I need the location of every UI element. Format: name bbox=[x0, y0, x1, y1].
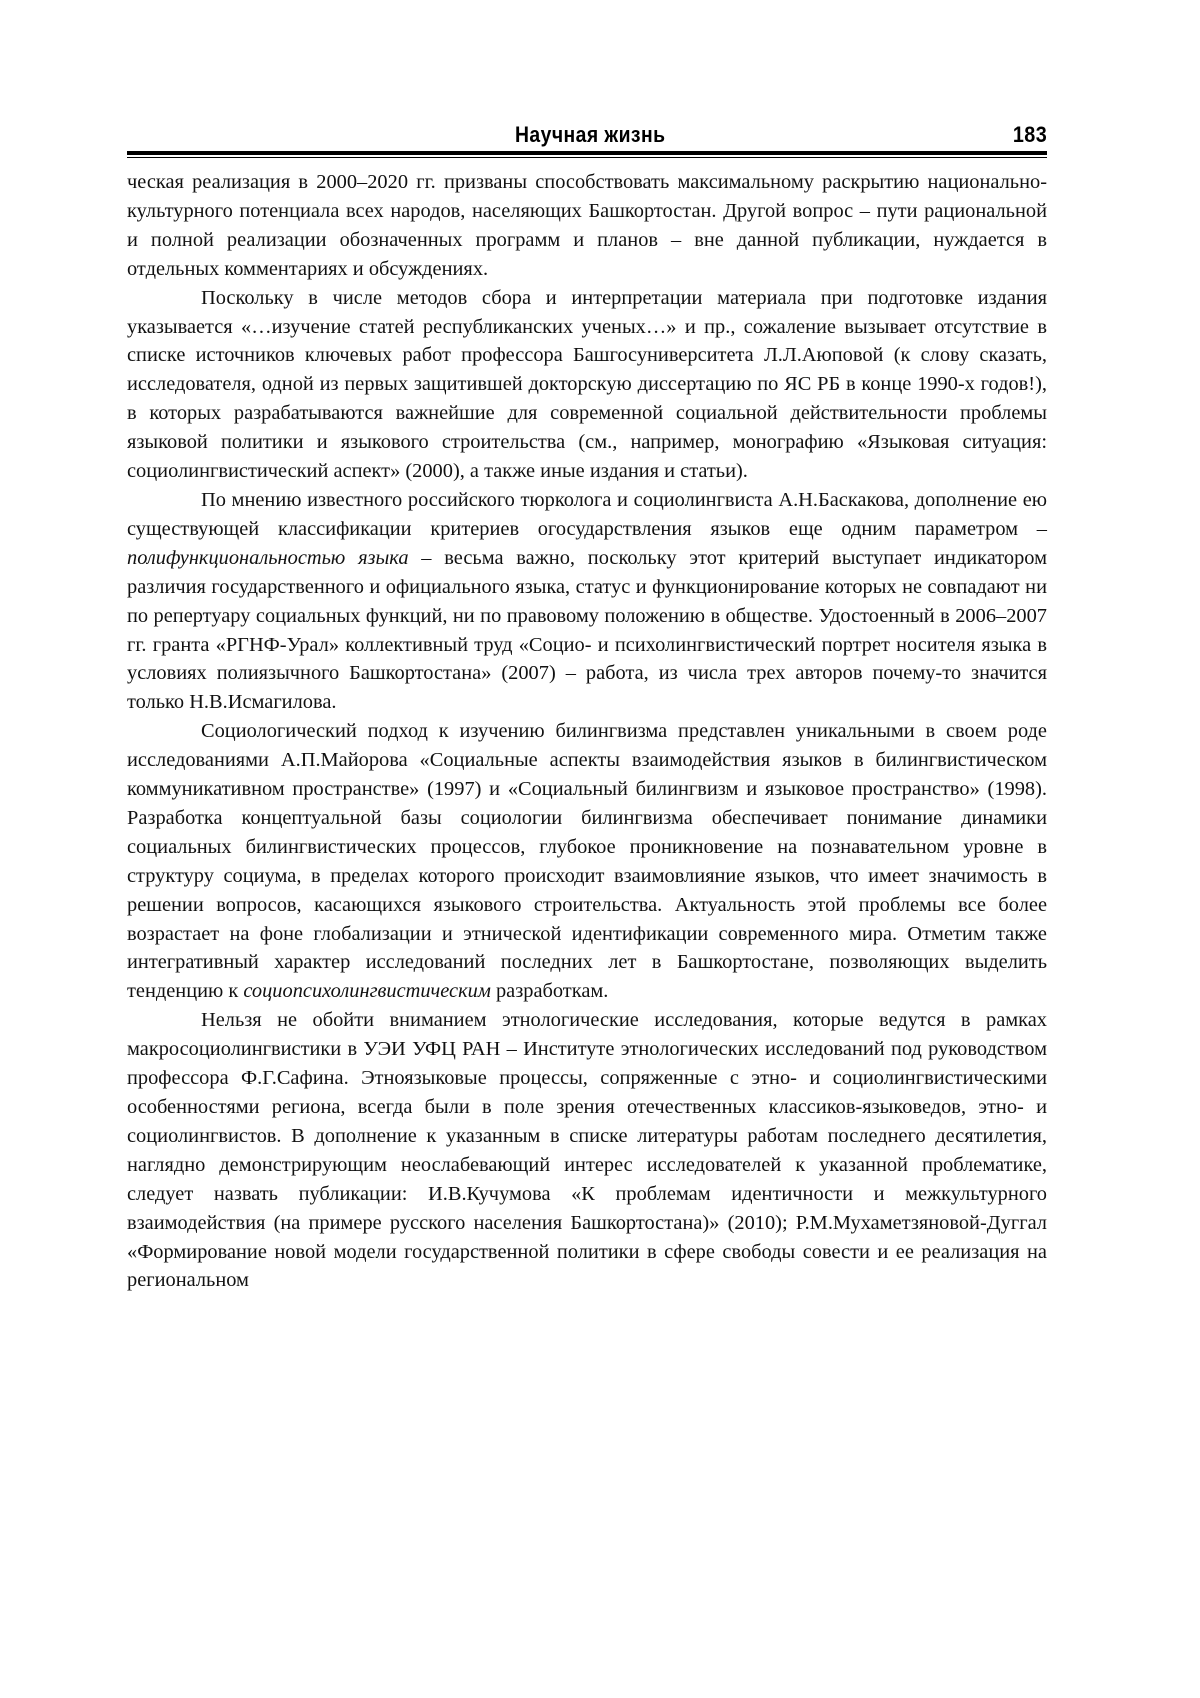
text-run: – весьма важно, поскольку этот критерий выступает индикатором различия государственного и официального языка, статус и функционирование которых не совпадают ни по репертуару социальных функций, ни по правовому положению в обществе. Удостоенный в 2006–2007 гг. гранта «РГНФ-Урал» коллективный труд «Социо- и психолингвистический портрет носителя языка в условиях полиязычного Башкортостана» (2007) – работа, из числа трех авторов почему-то значится только Н.В.Исмагилова. bbox=[127, 546, 1047, 714]
text-run: Социологический подход к изучению билингвизма представлен уникальными в своем роде исследованиями А.П.Майорова «Социальные аспекты взаимодействия языков в билингвистическом коммуникативном пространстве» (1997) и «Социальный билингвизм и языковое пространство» (1998). Разработка концептуальной базы социологии билингвизма обеспечивает понимание динамики социальных билингвистических процессов, глубокое проникновение на познавательном уровне в структуру социума, в пределах которого происходит взаимовлияние языков, что имеет значимость в решении вопросов, касающихся языкового строительства. Актуальность этой проблемы все более возрастает на фоне глобализации и этнической идентификации современного мира. Отметим также интегративный характер исследований последних лет в Башкортостане, позволяющих выделить тенденцию к bbox=[127, 720, 1047, 1003]
text-run: По мнению известного российского тюрколога и социолингвиста А.Н.Баскакова, дополнение ею существующей классификации критериев огосударствления языков еще одним параметром – bbox=[127, 488, 1047, 540]
text-run: Нельзя не обойти вниманием этнологические исследования, которые ведутся в рамках макросоциолингвистики в УЭИ УФЦ РАН – Институте этнологических исследований под руководством профессора Ф.Г.Сафина. Этноязыковые процессы, сопряженные с этно- и социолингвистическими особенностями региона, всегда были в поле зрения отечественных классиков-языковедов, этно- и социолингвистов. В дополнение к указанным в списке литературы работам последнего десятилетия, наглядно демонстрирующим неослабевающий интерес исследователей к указанной проблематике, следует назвать публикации: И.В.Кучумова «К проблемам идентичности и межкультурного взаимодействия (на примере русского населения Башкортостана)» (2010); Р.М.Мухаметзяновой-Дуггал «Формирование новой модели государственной политики в сфере свободы совести и ее реализация на региональном bbox=[127, 1009, 1047, 1292]
text-run: разработкам. bbox=[490, 980, 609, 1003]
header-rule-thin bbox=[127, 157, 1047, 158]
text-run: Поскольку в числе методов сбора и интерпретации материала при подготовке издания указывается «…изучение статей республиканских ученых…» и пр., сожаление вызывает отсутствие в списке источников ключевых работ профессора Башгосуниверситета Л.Л.Аюповой (к слову сказать, исследователя, одной из первых защитившей докторскую диссертацию по ЯС РБ в конце 1990-х годов!), в которых разрабатываются важнейшие для современной социальной действительности проблемы языковой политики и языкового строительства (см., например, монографию «Языковая ситуация: социолингвистический аспект» (2000), а также иные издания и статьи). bbox=[127, 286, 1047, 483]
page-number: 183 bbox=[1012, 122, 1047, 147]
document-page bbox=[127, 122, 1047, 1295]
paragraph bbox=[127, 284, 1047, 486]
header-rule-thick bbox=[127, 151, 1047, 155]
body-text bbox=[127, 168, 1047, 1295]
running-header bbox=[127, 122, 1047, 148]
paragraph bbox=[127, 486, 1047, 717]
paragraph bbox=[127, 1006, 1047, 1295]
paragraph bbox=[127, 717, 1047, 1006]
italic-phrase: полифункциональностью языка bbox=[127, 546, 409, 569]
section-title: Научная жизнь bbox=[515, 122, 666, 147]
paragraph bbox=[127, 168, 1047, 284]
italic-phrase: социопсихолингвистическим bbox=[243, 980, 491, 1003]
text-run: ческая реализация в 2000–2020 гг. призваны способствовать максимальному раскрытию национально-культурного потенциала всех народов, населяющих Башкортостан. Другой вопрос – пути рациональной и полной реализации обозначенных программ и планов – вне данной публикации, нуждается в отдельных комментариях и обсуждениях. bbox=[127, 171, 1047, 280]
